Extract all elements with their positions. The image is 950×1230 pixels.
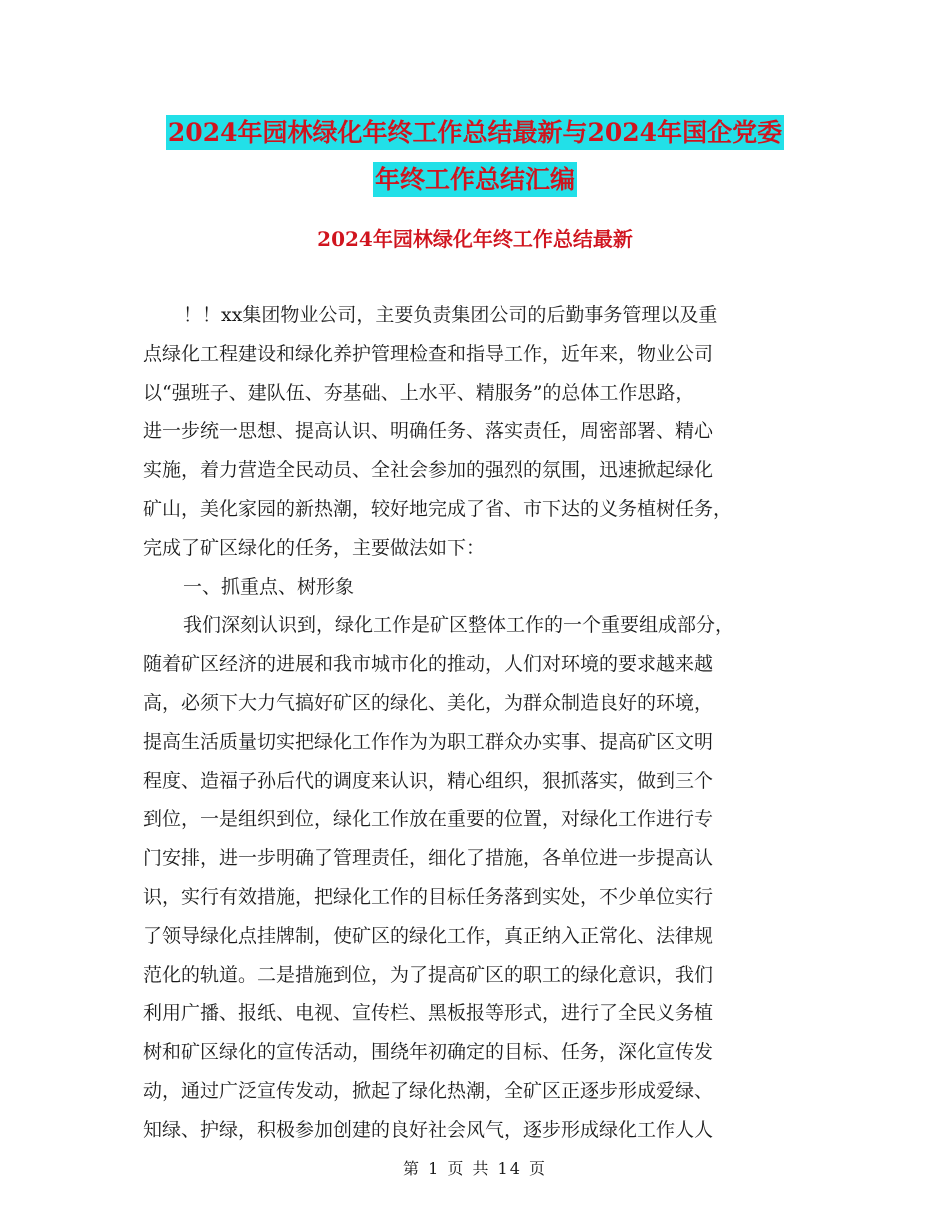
text-line: 程度、造福子孙后代的调度来认识，精心组织，狠抓落实，做到三个: [143, 769, 714, 792]
document-title-highlight-2: 年终工作总结汇编: [373, 162, 577, 197]
text-line: 识，实行有效措施，把绿化工作的目标任务落到实处，不少单位实行: [143, 885, 714, 908]
text-line: 知绿、护绿，积极参加创建的良好社会风气，逐步形成绿化工作人人: [143, 1118, 714, 1141]
document-title-line-1: [0, 113, 950, 149]
text-line: 随着矿区经济的进展和我市城市化的推动，人们对环境的要求越来越: [143, 653, 714, 676]
text-line: 以“强班子、建队伍、夯基础、上水平、精服务”的总体工作思路，: [143, 381, 695, 404]
text-line: 高，必须下大力气搞好矿区的绿化、美化，为群众制造良好的环境，: [143, 691, 714, 714]
text-line: 完成了矿区绿化的任务，主要做法如下：: [143, 536, 486, 559]
body-paragraphs: [143, 296, 808, 1150]
text-line: ！！xx集团物业公司，主要负责集团公司的后勤事务管理以及重: [183, 304, 718, 326]
text-line: 树和矿区绿化的宣传活动，围绕年初确定的目标、任务，深化宣传发: [143, 1041, 714, 1064]
text-line: 我们深刻认识到，绿化工作是矿区整体工作的一个重要组成部分，: [183, 614, 735, 637]
document-title-line-2: [0, 160, 950, 196]
text-line: 点绿化工程建设和绿化养护管理检查和指导工作，近年来，物业公司: [143, 342, 714, 365]
text-line: 一、抓重点、树形象: [183, 575, 355, 598]
text-line: 范化的轨道。二是措施到位，为了提高矿区的职工的绿化意识，我们: [143, 963, 714, 986]
text-line: 动，通过广泛宣传发动，掀起了绿化热潮，全矿区正逐步形成爱绿、: [143, 1079, 714, 1102]
text-line: 了领导绿化点挂牌制，使矿区的绿化工作，真正纳入正常化、法律规: [143, 924, 714, 947]
text-line: 矿山，美化家园的新热潮，较好地完成了省、市下达的义务植树任务，: [143, 497, 733, 520]
text-line: 提高生活质量切实把绿化工作作为为职工群众办实事、提高矿区文明: [143, 730, 714, 753]
text-line: 门安排，进一步明确了管理责任，细化了措施，各单位进一步提高认: [143, 847, 714, 870]
section-title: 2024年园林绿化年终工作总结最新: [317, 227, 633, 251]
text-line: 进一步统一思想、提高认识、明确任务、落实责任，周密部署、精心: [143, 420, 714, 443]
document-title-highlight-1: 2024年园林绿化年终工作总结最新与2024年国企党委: [166, 115, 784, 150]
text-line: 到位，一是组织到位，绿化工作放在重要的位置，对绿化工作进行专: [143, 808, 714, 831]
page-footer: 第 1 页 共 14 页: [403, 1159, 547, 1178]
text-line: 利用广播、报纸、电视、宣传栏、黑板报等形式，进行了全民义务植: [143, 1002, 714, 1025]
text-line: 实施，着力营造全民动员、全社会参加的强烈的氛围，迅速掀起绿化: [143, 459, 714, 482]
